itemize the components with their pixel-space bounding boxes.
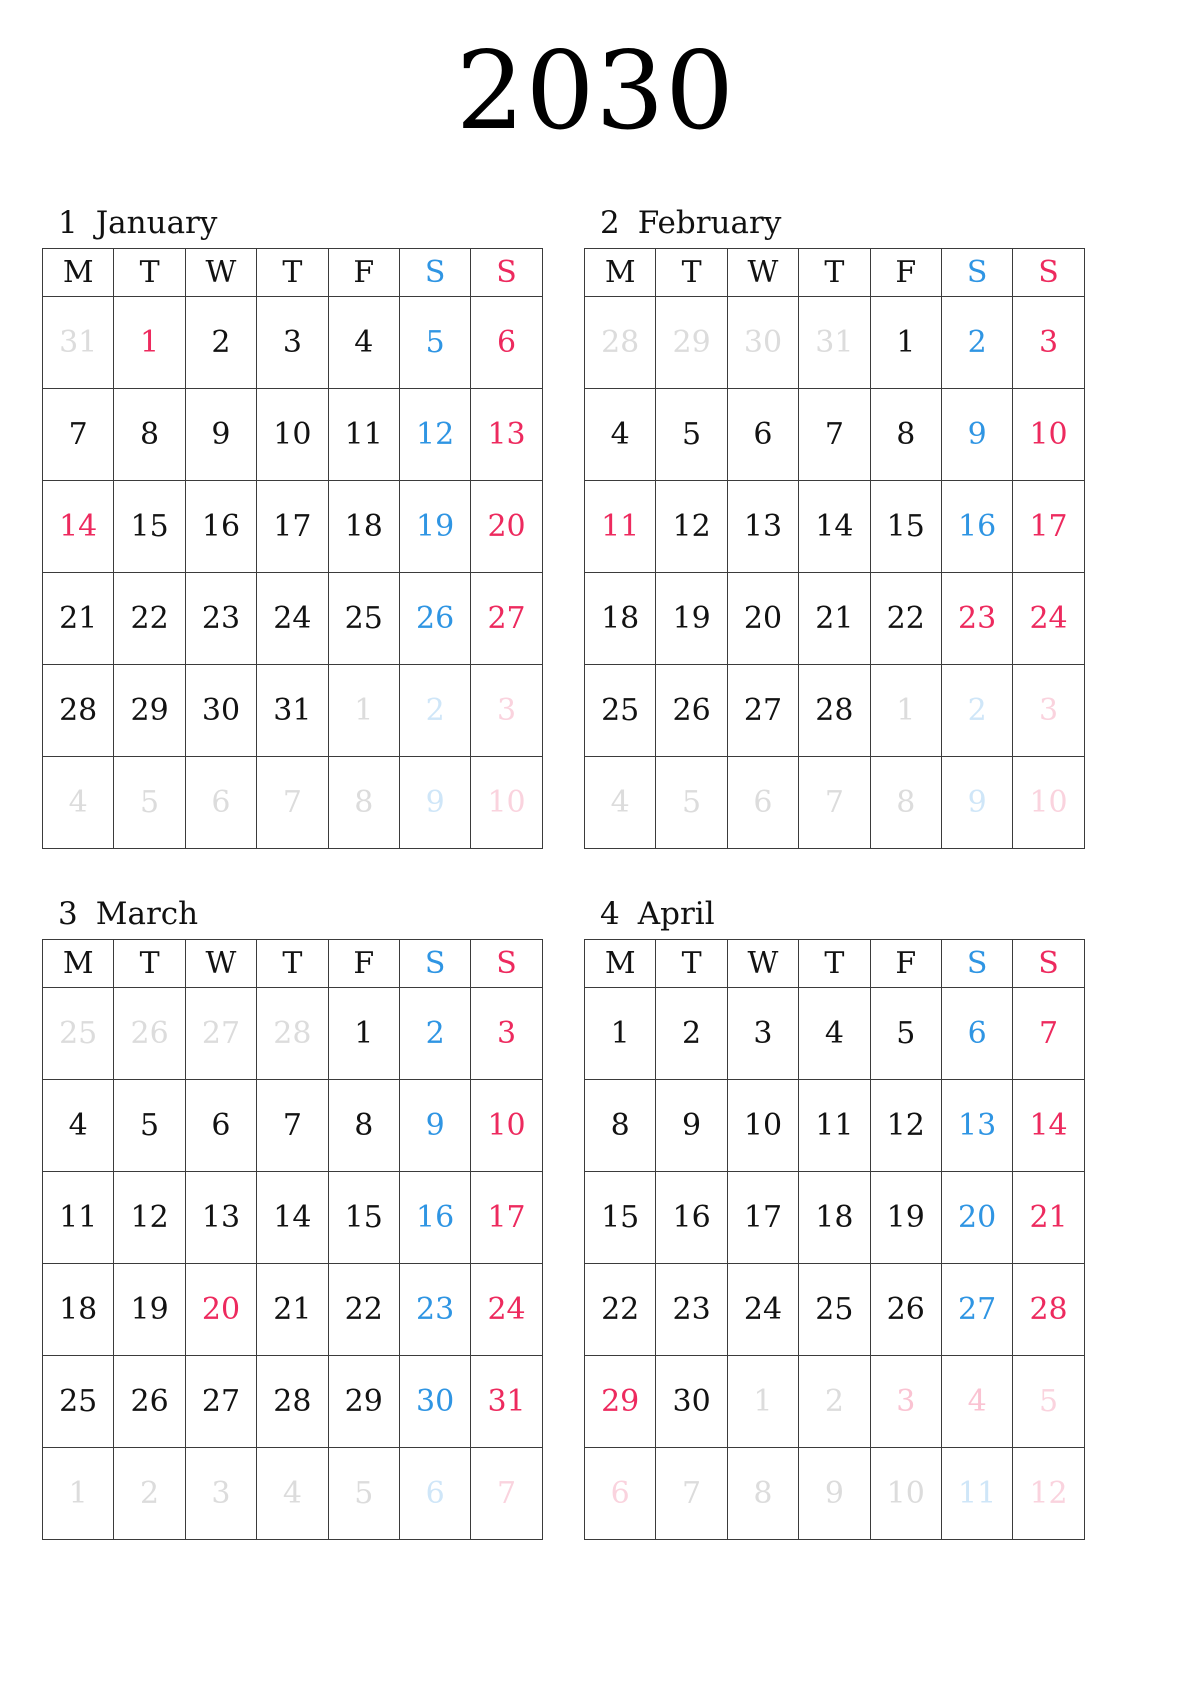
day-cell[interactable]: 20 xyxy=(727,573,798,665)
weekday-header-weekday-0: M xyxy=(43,249,114,297)
day-cell[interactable]: 10 xyxy=(471,757,542,849)
day-cell[interactable]: 19 xyxy=(114,1264,185,1356)
day-cell[interactable]: 14 xyxy=(1013,1080,1084,1172)
month-name: March xyxy=(95,896,199,933)
day-cell[interactable]: 8 xyxy=(328,1080,399,1172)
day-cell[interactable]: 12 xyxy=(870,1080,941,1172)
weekday-header-sunday-6: S xyxy=(471,940,542,988)
week-row xyxy=(585,573,1085,665)
week-row xyxy=(43,988,543,1080)
day-cell[interactable]: 6 xyxy=(185,1080,256,1172)
day-cell[interactable]: 31 xyxy=(471,1356,542,1448)
day-cell[interactable]: 15 xyxy=(585,1172,656,1264)
day-cell[interactable]: 1 xyxy=(870,297,941,389)
day-cell[interactable]: 7 xyxy=(257,757,328,849)
day-cell[interactable]: 6 xyxy=(727,757,798,849)
month-heading xyxy=(600,897,1084,931)
day-cell[interactable]: 23 xyxy=(941,573,1012,665)
calendar-table xyxy=(42,248,543,849)
day-cell[interactable]: 13 xyxy=(941,1080,1012,1172)
day-cell[interactable]: 11 xyxy=(43,1172,114,1264)
day-cell[interactable]: 31 xyxy=(799,297,870,389)
day-cell[interactable]: 16 xyxy=(185,481,256,573)
day-cell[interactable]: 19 xyxy=(870,1172,941,1264)
day-cell[interactable]: 22 xyxy=(328,1264,399,1356)
day-cell[interactable]: 26 xyxy=(399,573,470,665)
day-cell[interactable]: 4 xyxy=(328,297,399,389)
day-cell[interactable]: 4 xyxy=(585,757,656,849)
weekday-header-weekday-0: M xyxy=(43,940,114,988)
week-row xyxy=(43,757,543,849)
day-cell[interactable]: 25 xyxy=(328,573,399,665)
day-cell[interactable]: 26 xyxy=(870,1264,941,1356)
day-cell[interactable]: 20 xyxy=(941,1172,1012,1264)
day-cell[interactable]: 2 xyxy=(799,1356,870,1448)
day-cell[interactable]: 22 xyxy=(870,573,941,665)
month-number: 4 xyxy=(600,896,620,933)
day-cell[interactable]: 1 xyxy=(328,665,399,757)
day-cell[interactable]: 27 xyxy=(471,573,542,665)
weekday-header-saturday-5: S xyxy=(941,249,1012,297)
day-cell[interactable]: 24 xyxy=(1013,573,1084,665)
day-cell[interactable]: 3 xyxy=(257,297,328,389)
week-row xyxy=(585,297,1085,389)
day-cell[interactable]: 5 xyxy=(114,757,185,849)
day-cell[interactable]: 2 xyxy=(656,988,727,1080)
day-cell[interactable]: 8 xyxy=(114,389,185,481)
day-cell[interactable]: 2 xyxy=(399,665,470,757)
day-cell[interactable]: 17 xyxy=(257,481,328,573)
day-cell[interactable]: 5 xyxy=(656,757,727,849)
month-name: January xyxy=(95,205,218,241)
day-cell[interactable]: 29 xyxy=(656,297,727,389)
day-cell[interactable]: 1 xyxy=(328,988,399,1080)
week-row xyxy=(585,757,1085,849)
day-cell[interactable]: 5 xyxy=(399,297,470,389)
day-cell[interactable]: 2 xyxy=(941,665,1012,757)
calendar-table xyxy=(584,939,1085,1540)
day-cell[interactable]: 11 xyxy=(585,481,656,573)
weekday-header-weekday-1: T xyxy=(114,249,185,297)
day-cell[interactable]: 5 xyxy=(114,1080,185,1172)
day-cell[interactable]: 18 xyxy=(585,573,656,665)
day-cell[interactable]: 9 xyxy=(799,1448,870,1540)
day-cell[interactable]: 6 xyxy=(399,1448,470,1540)
day-cell[interactable]: 3 xyxy=(185,1448,256,1540)
day-cell[interactable]: 13 xyxy=(471,389,542,481)
weekday-header-row xyxy=(43,940,543,988)
day-cell[interactable]: 5 xyxy=(1013,1356,1084,1448)
day-cell[interactable]: 19 xyxy=(656,573,727,665)
month-heading xyxy=(58,897,542,931)
day-cell[interactable]: 2 xyxy=(114,1448,185,1540)
weekday-header-weekday-0: M xyxy=(585,249,656,297)
day-cell[interactable]: 7 xyxy=(43,389,114,481)
weekday-header-weekday-2: W xyxy=(185,249,256,297)
day-cell[interactable]: 9 xyxy=(399,1080,470,1172)
week-row xyxy=(43,665,543,757)
day-cell[interactable]: 28 xyxy=(799,665,870,757)
day-cell[interactable]: 10 xyxy=(1013,757,1084,849)
day-cell[interactable]: 4 xyxy=(799,988,870,1080)
month-heading xyxy=(600,206,1084,240)
day-cell[interactable]: 27 xyxy=(185,1356,256,1448)
day-cell[interactable]: 29 xyxy=(114,665,185,757)
day-cell[interactable]: 31 xyxy=(43,297,114,389)
weekday-header-sunday-6: S xyxy=(471,249,542,297)
day-cell[interactable]: 2 xyxy=(399,988,470,1080)
week-row xyxy=(43,573,543,665)
day-cell[interactable]: 7 xyxy=(799,757,870,849)
day-cell[interactable]: 21 xyxy=(1013,1172,1084,1264)
weekday-header-weekday-3: T xyxy=(799,940,870,988)
day-cell[interactable]: 27 xyxy=(941,1264,1012,1356)
weekday-header-weekday-1: T xyxy=(114,940,185,988)
day-cell[interactable]: 8 xyxy=(727,1448,798,1540)
week-row xyxy=(585,1264,1085,1356)
day-cell[interactable]: 4 xyxy=(941,1356,1012,1448)
day-cell[interactable]: 18 xyxy=(43,1264,114,1356)
month-number: 3 xyxy=(58,896,78,933)
day-cell[interactable]: 7 xyxy=(1013,988,1084,1080)
day-cell[interactable]: 18 xyxy=(799,1172,870,1264)
day-cell[interactable]: 1 xyxy=(585,988,656,1080)
day-cell[interactable]: 7 xyxy=(656,1448,727,1540)
week-row xyxy=(43,1080,543,1172)
week-row xyxy=(43,1356,543,1448)
day-cell[interactable]: 6 xyxy=(727,389,798,481)
day-cell[interactable]: 27 xyxy=(727,665,798,757)
week-row xyxy=(43,1448,543,1540)
week-row xyxy=(585,481,1085,573)
month-number: 1 xyxy=(58,205,78,241)
day-cell[interactable]: 10 xyxy=(727,1080,798,1172)
day-cell[interactable]: 5 xyxy=(870,988,941,1080)
day-cell[interactable]: 14 xyxy=(799,481,870,573)
day-cell[interactable]: 21 xyxy=(257,1264,328,1356)
weekday-header-weekday-0: M xyxy=(585,940,656,988)
weekday-header-saturday-5: S xyxy=(941,940,1012,988)
day-cell[interactable]: 24 xyxy=(727,1264,798,1356)
day-cell[interactable]: 26 xyxy=(656,665,727,757)
day-cell[interactable]: 1 xyxy=(114,297,185,389)
day-cell[interactable]: 4 xyxy=(585,389,656,481)
day-cell[interactable]: 4 xyxy=(43,1080,114,1172)
day-cell[interactable]: 27 xyxy=(185,988,256,1080)
month-block-march xyxy=(42,897,542,1540)
day-cell[interactable]: 5 xyxy=(328,1448,399,1540)
day-cell[interactable]: 20 xyxy=(471,481,542,573)
month-block-january xyxy=(42,206,542,849)
day-cell[interactable]: 6 xyxy=(185,757,256,849)
week-row xyxy=(585,988,1085,1080)
day-cell[interactable]: 22 xyxy=(114,573,185,665)
month-block-april xyxy=(584,897,1084,1540)
day-cell[interactable]: 17 xyxy=(471,1172,542,1264)
day-cell[interactable]: 3 xyxy=(471,988,542,1080)
day-cell[interactable]: 12 xyxy=(114,1172,185,1264)
day-cell[interactable]: 11 xyxy=(799,1080,870,1172)
day-cell[interactable]: 12 xyxy=(1013,1448,1084,1540)
day-cell[interactable]: 10 xyxy=(471,1080,542,1172)
weekday-header-weekday-3: T xyxy=(799,249,870,297)
month-heading xyxy=(58,206,542,240)
day-cell[interactable]: 21 xyxy=(43,573,114,665)
week-row xyxy=(43,1264,543,1356)
day-cell[interactable]: 3 xyxy=(870,1356,941,1448)
day-cell[interactable]: 9 xyxy=(941,389,1012,481)
day-cell[interactable]: 22 xyxy=(585,1264,656,1356)
weekday-header-sunday-6: S xyxy=(1013,940,1084,988)
day-cell[interactable]: 9 xyxy=(656,1080,727,1172)
day-cell[interactable]: 16 xyxy=(941,481,1012,573)
day-cell[interactable]: 1 xyxy=(43,1448,114,1540)
calendar-table xyxy=(584,248,1085,849)
weekday-header-weekday-2: W xyxy=(727,249,798,297)
weekday-header-weekday-4: F xyxy=(328,940,399,988)
day-cell[interactable]: 8 xyxy=(328,757,399,849)
day-cell[interactable]: 3 xyxy=(727,988,798,1080)
day-cell[interactable]: 19 xyxy=(399,481,470,573)
day-cell[interactable]: 11 xyxy=(328,389,399,481)
day-cell[interactable]: 25 xyxy=(585,665,656,757)
day-cell[interactable]: 8 xyxy=(585,1080,656,1172)
day-cell[interactable]: 4 xyxy=(257,1448,328,1540)
day-cell[interactable]: 23 xyxy=(399,1264,470,1356)
day-cell[interactable]: 30 xyxy=(185,665,256,757)
day-cell[interactable]: 15 xyxy=(114,481,185,573)
day-cell[interactable]: 10 xyxy=(257,389,328,481)
weekday-header-saturday-5: S xyxy=(399,940,470,988)
day-cell[interactable]: 15 xyxy=(870,481,941,573)
day-cell[interactable]: 6 xyxy=(471,297,542,389)
weekday-header-row xyxy=(43,249,543,297)
week-row xyxy=(585,665,1085,757)
day-cell[interactable]: 7 xyxy=(257,1080,328,1172)
month-name: February xyxy=(637,205,782,241)
day-cell[interactable]: 11 xyxy=(941,1448,1012,1540)
day-cell[interactable]: 25 xyxy=(43,1356,114,1448)
day-cell[interactable]: 1 xyxy=(870,665,941,757)
day-cell[interactable]: 30 xyxy=(727,297,798,389)
week-row xyxy=(43,389,543,481)
day-cell[interactable]: 13 xyxy=(727,481,798,573)
day-cell[interactable]: 5 xyxy=(656,389,727,481)
months-grid xyxy=(0,146,1191,1540)
week-row xyxy=(43,1172,543,1264)
day-cell[interactable]: 30 xyxy=(656,1356,727,1448)
month-block-february xyxy=(584,206,1084,849)
weekday-header-weekday-2: W xyxy=(185,940,256,988)
day-cell[interactable]: 24 xyxy=(257,573,328,665)
week-row xyxy=(585,1080,1085,1172)
day-cell[interactable]: 26 xyxy=(114,1356,185,1448)
day-cell[interactable]: 16 xyxy=(656,1172,727,1264)
day-cell[interactable]: 6 xyxy=(585,1448,656,1540)
weekday-header-saturday-5: S xyxy=(399,249,470,297)
day-cell[interactable]: 28 xyxy=(43,665,114,757)
weekday-header-weekday-4: F xyxy=(328,249,399,297)
weekday-header-row xyxy=(585,940,1085,988)
day-cell[interactable]: 18 xyxy=(328,481,399,573)
day-cell[interactable]: 17 xyxy=(1013,481,1084,573)
weekday-header-weekday-4: F xyxy=(870,940,941,988)
day-cell[interactable]: 24 xyxy=(471,1264,542,1356)
week-row xyxy=(585,1448,1085,1540)
day-cell[interactable]: 9 xyxy=(185,389,256,481)
day-cell[interactable]: 2 xyxy=(941,297,1012,389)
calendar-table xyxy=(42,939,543,1540)
day-cell[interactable]: 12 xyxy=(399,389,470,481)
day-cell[interactable]: 23 xyxy=(656,1264,727,1356)
weekday-header-weekday-3: T xyxy=(257,940,328,988)
weekday-header-weekday-2: W xyxy=(727,940,798,988)
day-cell[interactable]: 3 xyxy=(471,665,542,757)
day-cell[interactable]: 28 xyxy=(257,1356,328,1448)
day-cell[interactable]: 30 xyxy=(399,1356,470,1448)
week-row xyxy=(43,297,543,389)
day-cell[interactable]: 8 xyxy=(870,757,941,849)
day-cell[interactable]: 17 xyxy=(727,1172,798,1264)
week-row xyxy=(43,481,543,573)
weekday-header-weekday-3: T xyxy=(257,249,328,297)
week-row xyxy=(585,1356,1085,1448)
day-cell[interactable]: 13 xyxy=(185,1172,256,1264)
month-number: 2 xyxy=(600,205,620,241)
day-cell[interactable]: 21 xyxy=(799,573,870,665)
day-cell[interactable]: 8 xyxy=(870,389,941,481)
day-cell[interactable]: 10 xyxy=(1013,389,1084,481)
day-cell[interactable]: 26 xyxy=(114,988,185,1080)
day-cell[interactable]: 7 xyxy=(471,1448,542,1540)
day-cell[interactable]: 4 xyxy=(43,757,114,849)
day-cell[interactable]: 25 xyxy=(43,988,114,1080)
day-cell[interactable]: 15 xyxy=(328,1172,399,1264)
day-cell[interactable]: 7 xyxy=(799,389,870,481)
day-cell[interactable]: 9 xyxy=(941,757,1012,849)
month-name: April xyxy=(637,896,715,933)
weekday-header-sunday-6: S xyxy=(1013,249,1084,297)
weekday-header-weekday-1: T xyxy=(656,940,727,988)
day-cell[interactable]: 25 xyxy=(799,1264,870,1356)
day-cell[interactable]: 10 xyxy=(870,1448,941,1540)
day-cell[interactable]: 23 xyxy=(185,573,256,665)
day-cell[interactable]: 3 xyxy=(1013,297,1084,389)
day-cell[interactable]: 28 xyxy=(257,988,328,1080)
week-row xyxy=(585,1172,1085,1264)
day-cell[interactable]: 1 xyxy=(727,1356,798,1448)
weekday-header-weekday-1: T xyxy=(656,249,727,297)
day-cell[interactable]: 28 xyxy=(585,297,656,389)
day-cell[interactable]: 29 xyxy=(585,1356,656,1448)
day-cell[interactable]: 14 xyxy=(43,481,114,573)
day-cell[interactable]: 3 xyxy=(1013,665,1084,757)
day-cell[interactable]: 28 xyxy=(1013,1264,1084,1356)
day-cell[interactable]: 14 xyxy=(257,1172,328,1264)
day-cell[interactable]: 29 xyxy=(328,1356,399,1448)
day-cell[interactable]: 12 xyxy=(656,481,727,573)
day-cell[interactable]: 31 xyxy=(257,665,328,757)
day-cell[interactable]: 6 xyxy=(941,988,1012,1080)
page-title: 2030 xyxy=(455,29,736,154)
day-cell[interactable]: 2 xyxy=(185,297,256,389)
day-cell[interactable]: 20 xyxy=(185,1264,256,1356)
day-cell[interactable]: 9 xyxy=(399,757,470,849)
day-cell[interactable]: 16 xyxy=(399,1172,470,1264)
week-row xyxy=(585,389,1085,481)
weekday-header-weekday-4: F xyxy=(870,249,941,297)
weekday-header-row xyxy=(585,249,1085,297)
